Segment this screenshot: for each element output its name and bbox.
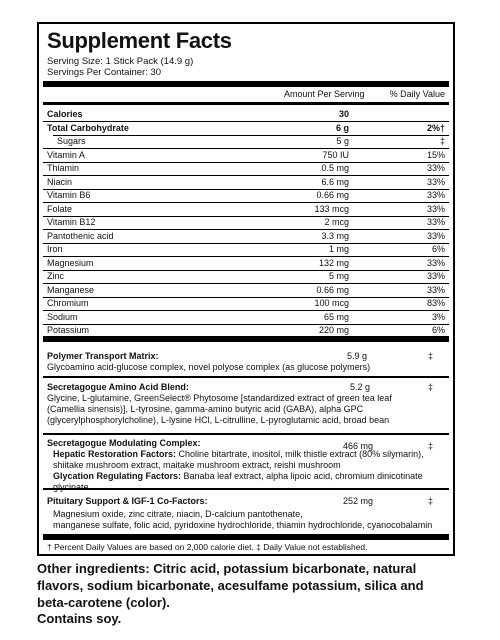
pituitary-blend (47, 496, 445, 531)
nutrient-row (47, 297, 445, 310)
nutrient-row (47, 189, 445, 202)
nutrient-row (47, 230, 445, 243)
nutrient-name: Iron (47, 244, 63, 254)
divider (43, 433, 449, 435)
nutrient-amount: 0.66 mg (316, 284, 349, 295)
divider (43, 376, 449, 378)
blend-name: Secretagogue Amino Acid Blend: (47, 382, 189, 392)
nutrient-amount: 750 IU (322, 149, 349, 160)
blend-desc-line: (glycerylphosphorylcholine), L-lysine HCl, L-citrulline, L-pyroglutamic acid, broad bean (47, 415, 390, 425)
amount-header: Amount Per Serving (284, 89, 365, 99)
nutrient-name: Niacin (47, 176, 73, 187)
nutrient-amount: 220 mg (318, 325, 349, 335)
nutrient-amount: 132 mg (318, 257, 349, 268)
thick-divider (43, 81, 449, 87)
nutrient-dv: 33% (426, 203, 445, 214)
nutrient-dv: 33% (426, 163, 445, 173)
nutrient-name: Pantothenic acid (47, 230, 114, 241)
nutrient-row (47, 203, 445, 216)
polymer-blend (47, 351, 445, 373)
other-ingredients: Other ingredients: Citric acid, potassium bicarbonate, natural flavors, sodium bicarbonate, acesulfame potassium, silica and beta-carotene (color). (37, 561, 424, 610)
blend-desc-line: manganese sulfate, folic acid, pyridoxine hydrochloride, thiamin hydrochloride, cyanocobalamin (53, 520, 433, 530)
nutrient-name: Thiamin (47, 163, 80, 173)
nutrient-dv: 33% (426, 190, 445, 200)
blend-desc-line: Glycine, L-glutamine, GreenSelect® Phytosome [standardized extract of green tea leaf (47, 393, 392, 403)
nutrient-row (47, 162, 445, 175)
nutrient-dv: 33% (426, 230, 445, 241)
hepatic-desc: Choline bitartrate, inositol, milk thistle extract (80% silymarin), (178, 449, 424, 459)
nutrient-row (47, 176, 445, 189)
contains-soy: Contains soy. (37, 611, 122, 626)
nutrient-amount: 65 mg (323, 311, 349, 322)
blend-dv: ‡ (427, 441, 433, 451)
thick-divider-2 (43, 336, 449, 342)
blend-desc-line: Magnesium oxide, zinc citrate, niacin, D-calcium pantothenate, (53, 509, 303, 519)
serving-size: Serving Size: 1 Stick Pack (14.9 g) (47, 56, 194, 67)
blend-dv: ‡ (427, 351, 433, 361)
nutrient-name: Sodium (47, 311, 78, 322)
supplement-facts-panel (37, 22, 455, 556)
blend-name: Secretagogue Modulating Complex: (47, 438, 201, 448)
blend-desc-line: (Camellia sinensis)], L-tyrosine, gamma-amino butyric acid (GABA), alpha GPC (47, 404, 364, 414)
nutrient-row (47, 311, 445, 324)
servings-per-container: Servings Per Container: 30 (47, 67, 162, 78)
nutrient-row (47, 135, 445, 148)
nutrient-name: Vitamin B12 (47, 217, 96, 227)
nutrient-amount: 0.5 mg (321, 163, 349, 173)
nutrient-amount: 0.66 mg (316, 190, 349, 200)
divider (43, 488, 449, 490)
nutrient-dv: 2%† (426, 122, 445, 133)
nutrient-name: Potassium (47, 325, 90, 335)
nutrient-amount: 6 g (335, 122, 349, 133)
nutrient-amount: 100 mcg (314, 298, 349, 308)
footnote: † Percent Daily Values are based on 2,000 calorie diet. ‡ Daily Value not established. (47, 542, 368, 552)
nutrient-dv: 6% (431, 325, 445, 335)
blend-dv: ‡ (427, 382, 433, 392)
nutrient-row (47, 284, 445, 297)
nutrient-name: Chromium (47, 298, 89, 308)
nutrient-name: Sugars (57, 136, 86, 146)
nutrient-dv: 3% (431, 311, 445, 322)
nutrient-dv: 33% (426, 257, 445, 268)
nutrient-amount: 133 mcg (314, 203, 349, 214)
nutrient-amount: 1 mg (328, 244, 349, 254)
nutrient-dv: 33% (426, 217, 445, 227)
nutrient-name: Zinc (47, 271, 65, 281)
dv-header: % Daily Value (389, 89, 445, 99)
nutrient-dv: 15% (426, 149, 445, 160)
nutrient-dv: 83% (426, 298, 445, 308)
nutrient-amount: 30 (338, 109, 349, 119)
nutrient-row (47, 243, 445, 256)
nutrient-dv: ‡ (439, 136, 445, 146)
amino-blend (47, 382, 445, 426)
glycation-desc: Banaba leaf extract, alpha lipoic acid, chromium dinicotinate glycinate (53, 471, 423, 492)
nutrient-name: Folate (47, 203, 73, 214)
nutrient-row (47, 122, 445, 135)
thick-divider-3 (43, 534, 449, 540)
nutrient-row (47, 270, 445, 283)
nutrient-dv: 6% (431, 244, 445, 254)
nutrient-amount: 2 mcg (324, 217, 349, 227)
blend-amount: 466 mg (343, 441, 374, 451)
blend-dv: ‡ (427, 496, 433, 506)
blend-amount: 252 mg (343, 496, 374, 506)
nutrient-dv: 33% (426, 284, 445, 295)
nutrient-name: Calories (47, 109, 83, 119)
header-divider (43, 102, 449, 105)
nutrient-name: Vitamin B6 (47, 190, 91, 200)
glycation-label: Glycation Regulating Factors: (53, 471, 182, 481)
blend-amount: 5.9 g (347, 351, 368, 361)
nutrient-dv: 33% (426, 271, 445, 281)
nutrient-amount: 5 g (336, 136, 349, 146)
nutrient-name: Manganese (47, 284, 95, 295)
nutrient-row (47, 149, 445, 162)
nutrient-row (47, 108, 445, 121)
hepatic-label: Hepatic Restoration Factors: (53, 449, 177, 459)
blend-amount: 5.2 g (350, 382, 371, 392)
blend-name: Polymer Transport Matrix: (47, 351, 159, 361)
blend-desc: Glycoamino acid-glucose complex, novel polyose complex (as glucose polymers) (47, 362, 371, 372)
modulating-blend (47, 438, 445, 493)
nutrient-amount: 5 mg (328, 271, 349, 281)
nutrient-row (47, 257, 445, 270)
hepatic-desc-2: shiitake mushroom extract, maitake mushroom extract, reishi mushroom (53, 460, 341, 470)
nutrient-amount: 3.3 mg (321, 230, 349, 241)
nutrient-name: Magnesium (47, 257, 94, 268)
nutrient-row (47, 216, 445, 229)
nutrient-dv: 33% (426, 176, 445, 187)
panel-title: Supplement Facts (47, 28, 232, 53)
blend-name: Pituitary Support & IGF-1 Co-Factors: (47, 496, 208, 506)
nutrient-amount: 6.6 mg (321, 176, 349, 187)
nutrient-name: Total Carbohydrate (47, 122, 129, 133)
nutrient-name: Vitamin A (47, 149, 85, 160)
